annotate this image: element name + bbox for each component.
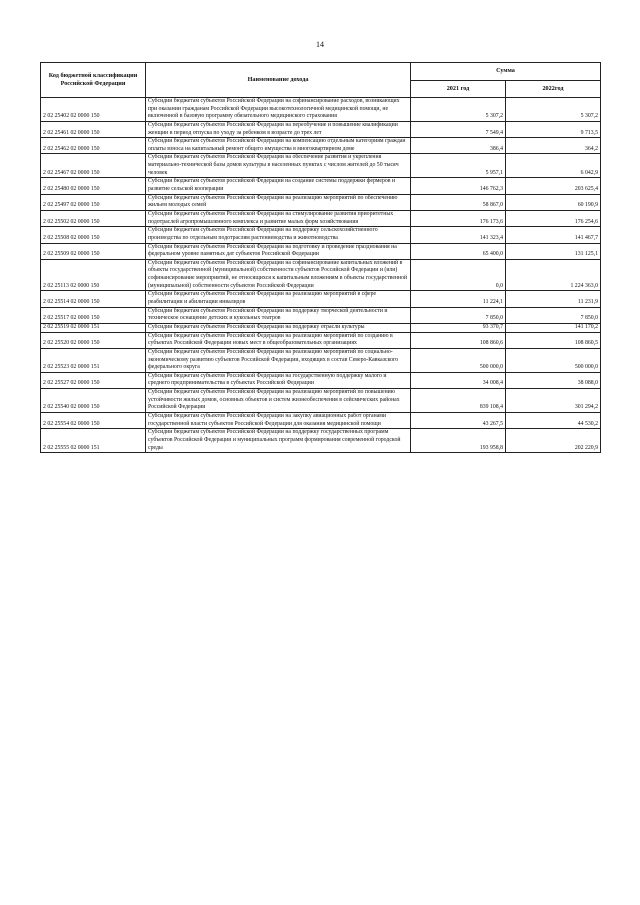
amount-2021-cell: 839 108,4 bbox=[411, 389, 506, 413]
table-row bbox=[41, 154, 601, 178]
income-name-cell: Субсидии бюджетам субъектов российской Федерации на создание системы поддержки фермеров и развитие сельской кооперации bbox=[146, 178, 411, 194]
amount-2021-cell: 7 549,4 bbox=[411, 121, 506, 137]
budget-code-cell: 2 02 25520 02 0000 150 bbox=[41, 332, 146, 348]
amount-2022-cell: 44 530,2 bbox=[506, 412, 601, 428]
amount-2022-cell: 500 000,0 bbox=[506, 348, 601, 372]
amount-2021-cell: 108 860,6 bbox=[411, 332, 506, 348]
header-year-2021: 2021 год bbox=[411, 81, 506, 98]
header-year-2022: 2022год bbox=[506, 81, 601, 98]
amount-2021-cell: 176 173,6 bbox=[411, 210, 506, 226]
budget-code-cell: 2 02 25519 02 0000 151 bbox=[41, 323, 146, 332]
income-name-cell: Субсидии бюджетам субъектов Российской Федерации на софинансирование капитальных вложений в объекты государственной (муниципальной) собственности субъектов Российской Федерации и (или) софинансирование мероприятий, не относящихся к капитальным вложениям в объекты государственной (муниципальной) собственности субъектов Российской Федерации bbox=[146, 259, 411, 291]
amount-2021-cell: 65 400,0 bbox=[411, 243, 506, 259]
amount-2022-cell: 301 294,2 bbox=[506, 389, 601, 413]
budget-income-table bbox=[40, 62, 601, 453]
amount-2021-cell: 0,0 bbox=[411, 259, 506, 291]
income-name-cell: Субсидии бюджетам субъектов Российской Федерации на закупку авиационных работ органами государственной власти субъектов Российской Федерации для оказания медицинской помощи bbox=[146, 412, 411, 428]
income-name-cell: Субсидии бюджетам субъектов Российской Федерации на поддержку государственных программ субъектов Российской Федерации и муниципальных программ формирования современной городской среды bbox=[146, 429, 411, 453]
table-row bbox=[41, 389, 601, 413]
amount-2021-cell: 500 000,0 bbox=[411, 348, 506, 372]
amount-2021-cell: 34 008,4 bbox=[411, 372, 506, 388]
table-row bbox=[41, 291, 601, 307]
income-name-cell: Субсидии бюджетам субъектов Российской Федерации на реализацию мероприятий по повышению устойчивости жилых домов, основных объектов и систем жизнеобеспечения в сейсмических районах Российской Федерации bbox=[146, 389, 411, 413]
budget-code-cell: 2 02 25514 02 0000 150 bbox=[41, 291, 146, 307]
income-name-cell: Субсидии бюджетам субъектов Российской Федерации на реализацию мероприятий в сфере реабилитации и абилитации инвалидов bbox=[146, 291, 411, 307]
income-name-cell: Субсидии бюджетам субъектов Российской Федерации на обеспечение развития и укрепления материально-технической базы домов культуры в населенных пунктах с числом жителей до 50 тысяч человек bbox=[146, 154, 411, 178]
budget-code-cell: 2 02 25554 02 0000 150 bbox=[41, 412, 146, 428]
income-name-cell: Субсидии бюджетам субъектов Российской Федерации на софинансирование расходов, возникающих при оказании гражданам Российской Федерации высокотехнологичной медицинской помощи, не включенной в базовую программу обязательного медицинского страхования bbox=[146, 98, 411, 122]
budget-code-cell: 2 02 25527 02 0000 150 bbox=[41, 372, 146, 388]
budget-code-cell: 2 02 25509 02 0000 150 bbox=[41, 243, 146, 259]
amount-2021-cell: 5 307,2 bbox=[411, 98, 506, 122]
amount-2022-cell: 364,2 bbox=[506, 138, 601, 154]
budget-code-cell: 2 02 25113 02 0000 150 bbox=[41, 259, 146, 291]
amount-2022-cell: 108 860,5 bbox=[506, 332, 601, 348]
table-row bbox=[41, 372, 601, 388]
budget-code-cell: 2 02 25508 02 0000 150 bbox=[41, 227, 146, 243]
income-name-cell: Субсидии бюджетам субъектов Российской Федерации на стимулирование развития приоритетных подотраслей агропромышленного комплекса и развитие малых форм хозяйствования bbox=[146, 210, 411, 226]
table-row bbox=[41, 412, 601, 428]
budget-code-cell: 2 02 25497 02 0000 150 bbox=[41, 194, 146, 210]
amount-2022-cell: 7 850,0 bbox=[506, 307, 601, 323]
income-name-cell: Субсидии бюджетам субъектов Российской Федерации на поддержку сельскохозяйственного производства по отдельным подотраслям растениеводства и животноводства bbox=[146, 227, 411, 243]
header-name: Наименование дохода bbox=[146, 63, 411, 98]
table-row bbox=[41, 243, 601, 259]
income-name-cell: Субсидии бюджетам субъектов Российской Федерации на подготовку и проведение празднования на федеральном уровне памятных дат субъектов Российской Федерации bbox=[146, 243, 411, 259]
income-name-cell: Субсидии бюджетам субъектов Российской Федерации на реализацию мероприятий по созданию в субъектах Российской Федерации новых мест в общеобразовательных организациях bbox=[146, 332, 411, 348]
budget-code-cell: 2 02 25540 02 0000 150 bbox=[41, 389, 146, 413]
amount-2022-cell: 202 220,9 bbox=[506, 429, 601, 453]
budget-code-cell: 2 02 25523 02 0000 151 bbox=[41, 348, 146, 372]
header-code: Код бюджетной классификации Российской Федерации bbox=[41, 63, 146, 98]
amount-2022-cell: 9 713,5 bbox=[506, 121, 601, 137]
budget-code-cell: 2 02 25402 02 0000 150 bbox=[41, 98, 146, 122]
amount-2021-cell: 386,4 bbox=[411, 138, 506, 154]
income-name-cell: Субсидии бюджетам субъектов Российской Федерации на государственную поддержку малого и среднего предпринимательства в субъектах Российской Федерации bbox=[146, 372, 411, 388]
amount-2022-cell: 141 467,7 bbox=[506, 227, 601, 243]
income-name-cell: Субсидии бюджетам субъектов Российской Федерации на компенсацию отдельным категориям граждан оплаты взноса на капитальный ремонт общего имущества в многоквартирном доме bbox=[146, 138, 411, 154]
income-name-cell: Субсидии бюджетам субъектов Российской Федерации на реализацию мероприятий по социально-экономическому развитию субъектов Российской Федерации, входящих в состав Северо-Кавказского федерального округа bbox=[146, 348, 411, 372]
table-row bbox=[41, 429, 601, 453]
amount-2022-cell: 38 088,0 bbox=[506, 372, 601, 388]
amount-2022-cell: 1 224 363,0 bbox=[506, 259, 601, 291]
table-row bbox=[41, 259, 601, 291]
amount-2022-cell: 11 231,9 bbox=[506, 291, 601, 307]
amount-2022-cell: 6 042,9 bbox=[506, 154, 601, 178]
amount-2021-cell: 11 224,1 bbox=[411, 291, 506, 307]
income-name-cell: Субсидии бюджетам субъектов Российской Федерации на поддержку творческой деятельности и техническое оснащение детских и кукольных театров bbox=[146, 307, 411, 323]
table-row bbox=[41, 98, 601, 122]
amount-2021-cell: 43 267,5 bbox=[411, 412, 506, 428]
budget-code-cell: 2 02 25502 02 0000 150 bbox=[41, 210, 146, 226]
amount-2022-cell: 60 190,9 bbox=[506, 194, 601, 210]
amount-2021-cell: 5 957,1 bbox=[411, 154, 506, 178]
table-row bbox=[41, 178, 601, 194]
amount-2022-cell: 203 625,4 bbox=[506, 178, 601, 194]
budget-code-cell: 2 02 25461 02 0000 150 bbox=[41, 121, 146, 137]
income-name-cell: Субсидии бюджетам субъектов Российской Федерации на поддержку отрасли культуры bbox=[146, 323, 411, 332]
amount-2022-cell: 176 254,6 bbox=[506, 210, 601, 226]
page-number: 14 bbox=[316, 40, 324, 49]
table-row bbox=[41, 121, 601, 137]
amount-2022-cell: 141 170,2 bbox=[506, 323, 601, 332]
amount-2021-cell: 146 762,3 bbox=[411, 178, 506, 194]
amount-2021-cell: 58 867,0 bbox=[411, 194, 506, 210]
table-row bbox=[41, 332, 601, 348]
budget-code-cell: 2 02 25462 02 0000 150 bbox=[41, 138, 146, 154]
table-row bbox=[41, 307, 601, 323]
amount-2022-cell: 5 307,2 bbox=[506, 98, 601, 122]
table-row bbox=[41, 210, 601, 226]
budget-code-cell: 2 02 25467 02 0000 150 bbox=[41, 154, 146, 178]
budget-code-cell: 2 02 25480 02 0000 150 bbox=[41, 178, 146, 194]
income-name-cell: Субсидии бюджетам субъектов Российской Федерации на переобучение и повышение квалификации женщин в период отпуска по уходу за ребенком в возрасте до трех лет bbox=[146, 121, 411, 137]
budget-code-cell: 2 02 25517 02 0000 150 bbox=[41, 307, 146, 323]
amount-2021-cell: 141 323,4 bbox=[411, 227, 506, 243]
table-row bbox=[41, 138, 601, 154]
amount-2021-cell: 193 958,8 bbox=[411, 429, 506, 453]
header-sum: Сумма bbox=[411, 63, 601, 81]
table-row bbox=[41, 194, 601, 210]
table-row bbox=[41, 227, 601, 243]
amount-2022-cell: 131 125,1 bbox=[506, 243, 601, 259]
amount-2021-cell: 7 850,0 bbox=[411, 307, 506, 323]
table-body bbox=[41, 98, 601, 453]
table-row bbox=[41, 323, 601, 332]
amount-2021-cell: 93 370,7 bbox=[411, 323, 506, 332]
income-name-cell: Субсидии бюджетам субъектов Российской Федерации на реализацию мероприятий по обеспечению жильем молодых семей bbox=[146, 194, 411, 210]
budget-code-cell: 2 02 25555 02 0000 151 bbox=[41, 429, 146, 453]
table-row bbox=[41, 348, 601, 372]
